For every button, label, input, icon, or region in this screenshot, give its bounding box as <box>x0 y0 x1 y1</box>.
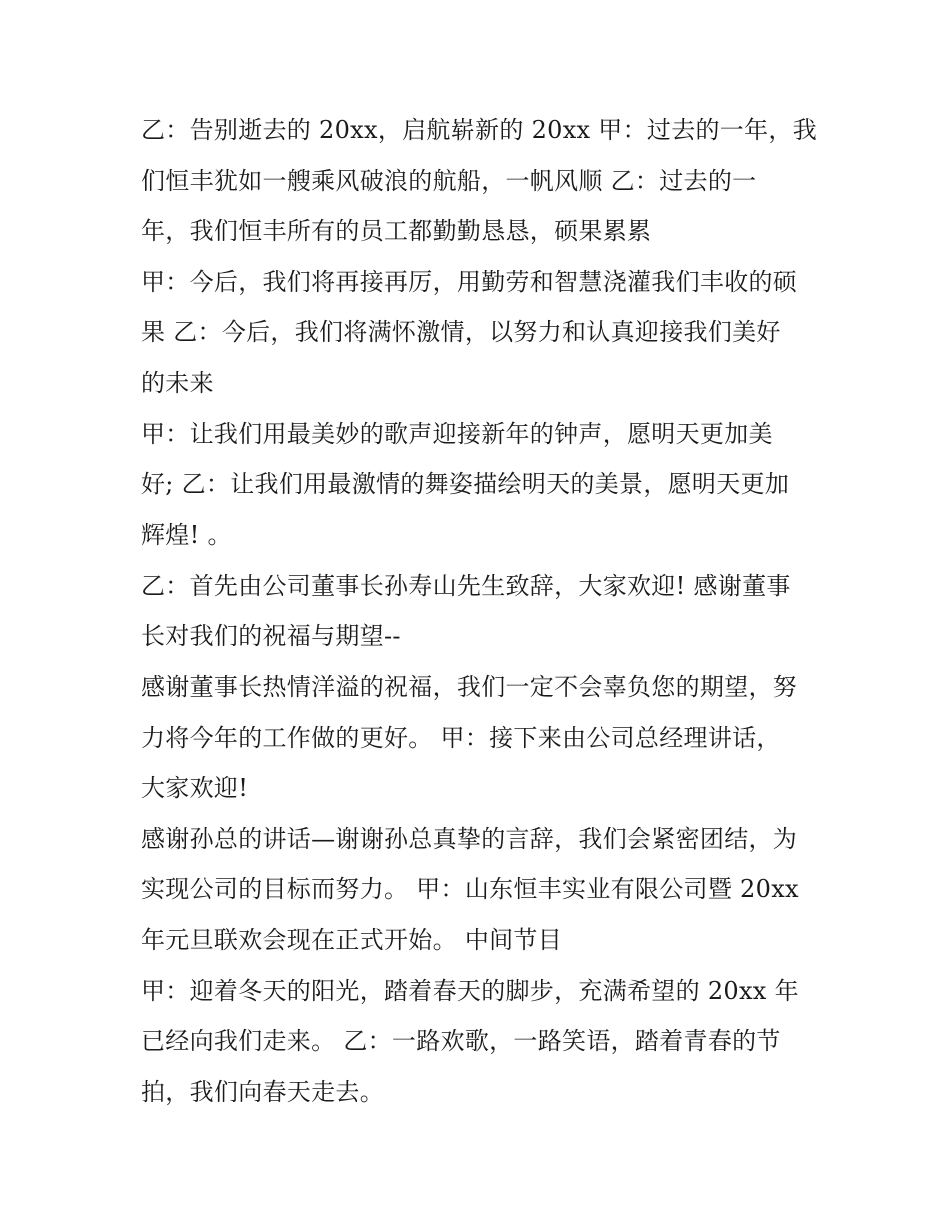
text-line: 力将今年的工作做的更好。 甲：接下来由公司总经理讲话， <box>141 724 781 752</box>
text-line: 乙：首先由公司董事长孙寿山先生致辞，大家欢迎! 感谢董事 <box>141 572 791 600</box>
text-line: 感谢董事长热情洋溢的祝福，我们一定不会辜负您的期望，努 <box>141 673 798 701</box>
text-line: 大家欢迎! <box>141 774 249 802</box>
text-line: 已经向我们走来。 乙：一路欢歌，一路笑语，踏着青春的节 <box>141 1027 781 1055</box>
text-line: 年元旦联欢会现在正式开始。 中间节目 <box>141 926 563 954</box>
text-line: 年，我们恒丰所有的员工都勤勤恳恳，硕果累累 <box>141 217 652 245</box>
text-line: 辉煌! 。 <box>141 521 232 549</box>
text-line: 的未来 <box>141 369 214 397</box>
text-line: 好; 乙：让我们用最激情的舞姿描绘明天的美景，愿明天更加 <box>141 470 790 498</box>
text-line: 长对我们的祝福与期望-- <box>141 622 401 650</box>
text-line: 感谢孙总的讲话—谢谢孙总真挚的言辞，我们会紧密团结，为 <box>141 825 798 853</box>
text-line: 实现公司的目标而努力。 甲：山东恒丰实业有限公司暨 20xx <box>141 875 799 903</box>
text-line: 拍，我们向春天走去。 <box>141 1078 384 1106</box>
text-line: 甲：让我们用最美妙的歌声迎接新年的钟声，愿明天更加美 <box>141 420 773 448</box>
text-line: 们恒丰犹如一艘乘风破浪的航船，一帆风顺 乙：过去的一 <box>141 167 757 195</box>
text-line: 果 乙：今后，我们将满怀激情，以努力和认真迎接我们美好 <box>141 318 781 346</box>
text-line: 甲：今后，我们将再接再厉，用勤劳和智慧浇灌我们丰收的硕 <box>141 268 798 296</box>
text-line: 甲：迎着冬天的阳光，踏着春天的脚步，充满希望的 20xx 年 <box>141 977 799 1005</box>
text-line: 乙：告别逝去的 20xx，启航崭新的 20xx 甲：过去的一年，我 <box>141 116 818 144</box>
